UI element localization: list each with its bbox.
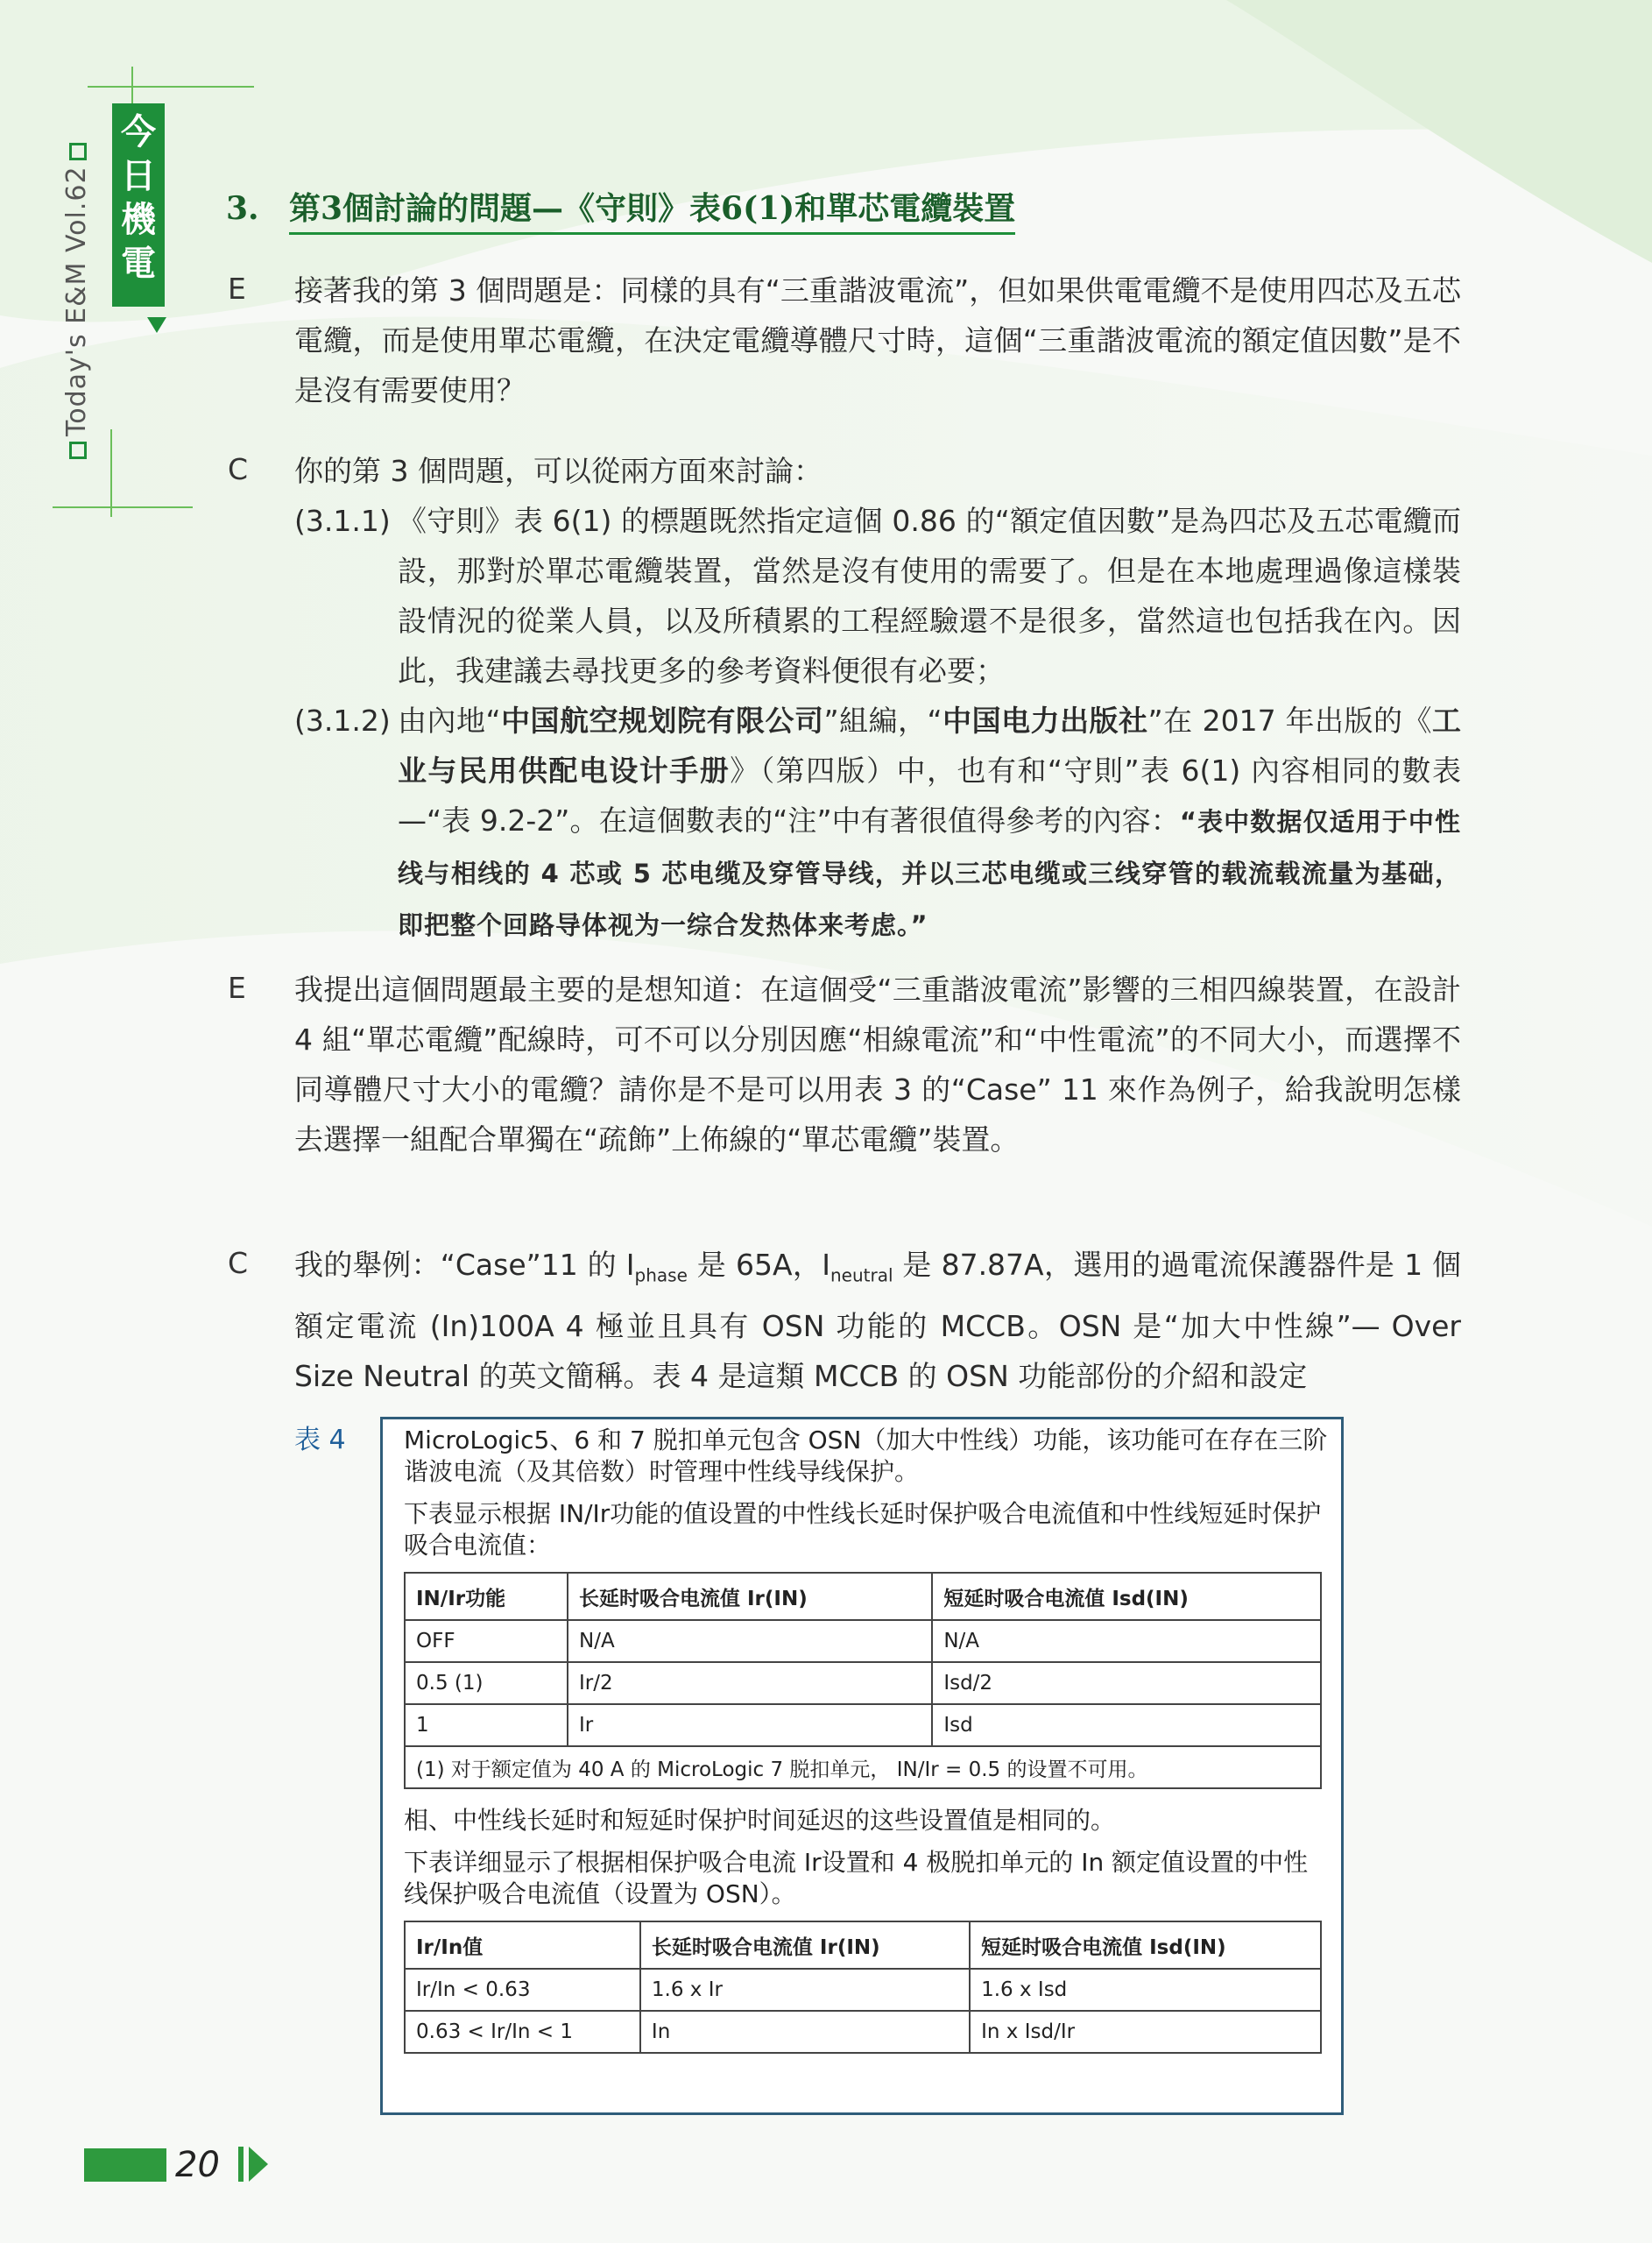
subpoint (294, 696, 1461, 951)
heading-text: 第3個討論的問題—《守則》表6(1)和單芯電纜裝置 (289, 190, 1015, 235)
paragraph: 我的舉例：“Case”11 的 $I_{phase}$ 是 65A，$I_{neutral}$ 是 87.87A，選用的過電流保護器件是 1 個額定電流 (In)100A 4 極並且具有 OSN 功能的 MCCB。OSN 是“加大中性線”— Over Size Neutral 的英文簡稱。表 4 是這類 MCCB 的 OSN 功能部份的介紹和設定 (294, 1248, 1461, 1393)
table-header: 长延时吸合电流值 Ir(IN) (568, 1573, 932, 1620)
footer-bar (84, 2148, 166, 2182)
paragraph: 接著我的第 3 個問題是：同樣的具有“三重諧波電流”，但如果供電電纜不是使用四芯及五芯電纜，而是使用單芯電纜，在決定電纜導體尺寸時，這個“三重諧波電流的額定值因數”是不是沒有需要使用？ (294, 273, 1461, 407)
table4-figure (380, 1417, 1344, 2115)
table-intro: MicroLogic5、6 和 7 脱扣单元包含 OSN（加大中性线）功能，该功能可在存在三阶谐波电流（及其倍数）时管理中性线导线保护。 (404, 1426, 1328, 1486)
section-char: 機 (121, 199, 156, 240)
section-tab (112, 103, 165, 307)
subpoint-text: 《守則》表 6(1) 的標題既然指定這個 0.86 的“額定值因數”是為四芯及五芯電纜而設，那對於單芯電纜裝置，當然是沒有使用的需要了。但是在本地處理過像這樣裝設情況的從業人員，以及所積累的工程經驗還不是很多，當然這也包括我在內。因此，我建議去尋找更多的參考資料便很有必要； (398, 504, 1461, 688)
section-char: 電 (121, 243, 156, 284)
subpoint-text: 由內地“中国航空规划院有限公司”組編，“中国电力出版社”在 2017 年出版的《工业与民用供配电设计手册》（第四版）中，也有和“守則”表 6(1) 內容相同的數表—“表 9.2-2”。在這個數表的“注”中有著很值得參考的內容：“表中数据仅适用于中性线与相线的 4 芯或 5 芯电缆及穿管导线，并以三芯电缆或三线穿管的载流载流量为基础，即把整个回路导体视为一综合发热体来考虑。” (398, 704, 1462, 940)
table-intro: 下表显示根据 IN/Ir功能的值设置的中性线长延时保护吸合电流值和中性线短延时保护吸合电流值： (404, 1499, 1322, 1560)
quoted-note: “表中数据仅适用于中性线与相线的 4 芯或 5 芯电缆及穿管导线，并以三芯电缆或三线穿管的载流载流量为基础，即把整个回路导体视为一综合发热体来考虑。” (398, 807, 1462, 940)
table-row: OFF N/A N/A (405, 1620, 1321, 1662)
speaker-marker: C (228, 1246, 249, 1280)
magazine-vertical-label: Today's E&M Vol.62 (61, 131, 100, 464)
paragraph: 你的第 3 個問題，可以從兩方面來討論： (294, 454, 822, 488)
crop-mark-horizontal (88, 86, 254, 88)
page-arrow-icon (238, 2147, 244, 2182)
paragraph: 我提出這個問題最主要的是想知道：在這個受“三重諧波電流”影響的三相四線裝置，在設計 4 組“單芯電纜”配線時，可不可以分別因應“相線電流”和“中性電流”的不同大小，而選擇不同導體尺寸大小的電纜？請你是不是可以用表 3 的“Case” 11 來作為例子，給我說明怎樣去選擇一組配合單獨在“疏飾”上佈線的“單芯電纜”裝置。 (294, 973, 1461, 1157)
page-number: 20 (175, 2145, 220, 2185)
crop-mark-horizontal (53, 506, 193, 508)
crop-mark-vertical (110, 429, 112, 517)
heading-number: 3. (226, 190, 259, 227)
table-row: Ir/In < 0.63 1.6 x Ir 1.6 x Isd (405, 1969, 1321, 2011)
table-row: 0.5 (1) Ir/2 Isd/2 (405, 1662, 1321, 1704)
section-heading (226, 184, 1015, 229)
table-header: 短延时吸合电流值 Isd(IN) (970, 1921, 1321, 1969)
square-icon (69, 442, 87, 459)
table-text: 相、中性线长延时和短延时保护时间延迟的这些设置值是相同的。 (404, 1806, 1116, 1835)
table-header: IN/Ir功能 (405, 1573, 568, 1620)
subpoint (294, 496, 1461, 696)
section-char: 今 (121, 111, 156, 152)
table-header: 长延时吸合电流值 Ir(IN) (640, 1921, 970, 1969)
subpoint-label: (3.1.2) (294, 704, 391, 738)
osn-setting-table (404, 1921, 1322, 2054)
table-row: 1 Ir Isd (405, 1704, 1321, 1746)
subpoint-label: (3.1.1) (294, 504, 391, 538)
org-name: 中国电力出版社 (942, 704, 1148, 738)
table-text: 下表详细显示了根据相保护吸合电流 Ir设置和 4 极脱扣单元的 In 额定值设置的中性线保护吸合电流值（设置为 OSN）。 (404, 1848, 1309, 1908)
page-arrow-icon (249, 2147, 268, 2182)
section-char: 日 (121, 155, 156, 196)
neutral-setting-table (404, 1572, 1322, 1789)
speaker-marker: E (228, 272, 246, 306)
book-title: 工业与民用供配电设计手册 (398, 704, 1461, 788)
speaker-marker: E (228, 971, 246, 1005)
speaker-marker: C (228, 452, 249, 486)
table-header: Ir/In值 (405, 1921, 640, 1969)
table-label: 表 4 (294, 1425, 346, 1455)
table-row: 0.63 < Ir/In < 1 In In x Isd/Ir (405, 2011, 1321, 2053)
org-name: 中国航空规划院有限公司 (500, 704, 824, 738)
section-arrow-icon (147, 317, 166, 333)
square-icon (69, 143, 87, 160)
table-header: 短延时吸合电流值 Isd(IN) (932, 1573, 1321, 1620)
table-note-row: (1) 对于额定值为 40 A 的 MicroLogic 7 脱扣单元， IN/Ir = 0.5 的设置不可用。 (405, 1746, 1321, 1788)
